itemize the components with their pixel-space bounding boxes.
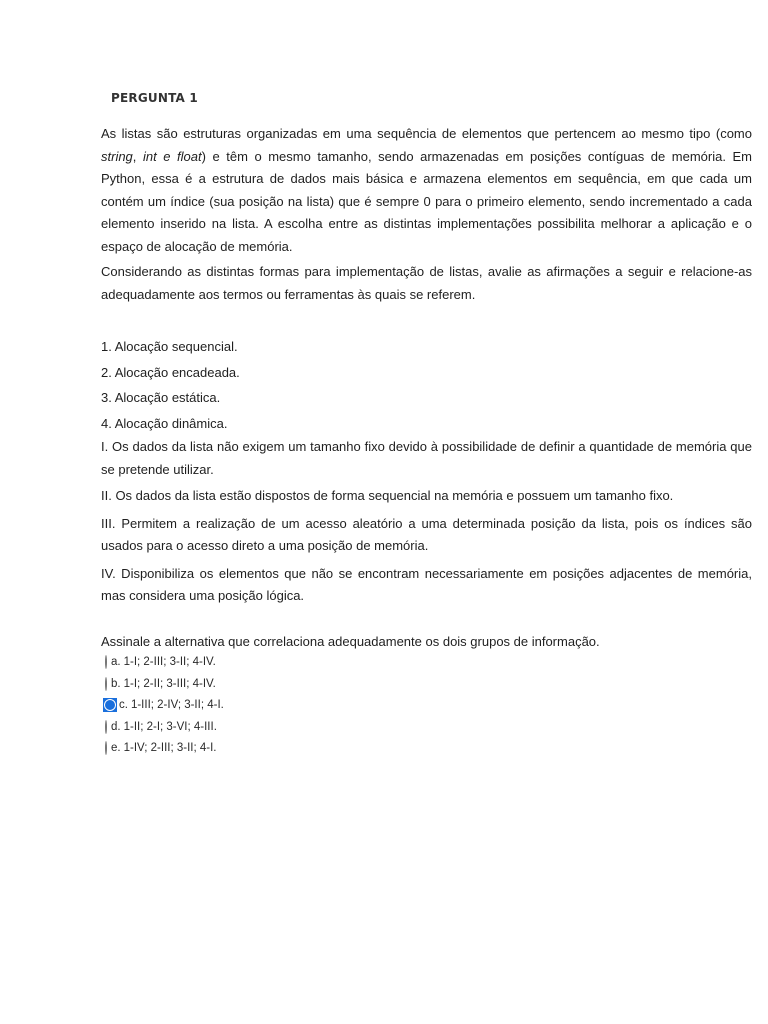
term-item: 1. Alocação sequencial. [101, 339, 238, 354]
statement-item: IV. Disponibiliza os elementos que não se encontram necessariamente em posições adjacentes de memória, mas considera uma posição lógica. [101, 565, 752, 603]
intro-term-float: float [177, 148, 202, 164]
option-e[interactable] [105, 738, 752, 760]
option-d[interactable] [105, 716, 752, 738]
intro-text: , [132, 148, 143, 164]
radio-button-icon[interactable] [104, 699, 116, 711]
intro-text: As listas são estruturas organizadas em uma sequência de elementos que pertencem ao mesmo tipo (como [101, 126, 752, 141]
option-letter: b. [111, 677, 121, 690]
statement-item: III. Permitem a realização de um acesso aleatório a uma determinada posição da lista, pois os índices são usados para o acesso direto a uma posição de memória. [101, 515, 752, 553]
option-text: 1-IV; 2-III; 3-II; 4-I. [123, 742, 217, 755]
option-text: 1-III; 2-IV; 3-II; 4-I. [130, 699, 224, 712]
intro-text: e [156, 148, 178, 164]
option-text: 1-I; 2-III; 3-II; 4-IV. [123, 656, 216, 669]
option-letter: d. [111, 720, 121, 733]
option-a[interactable] [105, 652, 752, 674]
option-letter: e. [111, 742, 121, 755]
option-text: 1-I; 2-II; 3-III; 4-IV. [123, 677, 216, 690]
answer-instruction: Assinale a alternativa que correlaciona adequadamente os dois grupos de informação. [101, 633, 600, 649]
term-item: 2. Alocação encadeada. [101, 364, 240, 380]
option-letter: c. [119, 699, 128, 712]
radio-button-icon[interactable] [105, 655, 107, 669]
question-title: PERGUNTA 1 [111, 91, 198, 105]
radio-button-icon[interactable] [105, 741, 107, 755]
question-content [101, 123, 752, 759]
option-c[interactable] [105, 695, 752, 717]
term-item: 3. Alocação estática. [101, 390, 221, 405]
radio-button-icon[interactable] [105, 720, 107, 734]
answer-options [101, 652, 752, 760]
intro-term-int: int [142, 148, 157, 164]
terms-list [101, 334, 752, 436]
statement-item: II. Os dados da lista estão dispostos de forma sequencial na memória e possuem um tamanho fixo. [101, 488, 674, 503]
intro-text: ) e têm o mesmo tamanho, sendo armazenadas em posições contíguas de memória. Em Python, essa é a estrutura de dados mais básica e armazena elementos em sequência, em que cada um contém um índice (sua posição na lista) que é sempre 0 para o primeiro elemento, sendo incrementado a cada elemento inserido na lista. A escolha entre as distintas implementações possibilita melhorar a aplicação e o espaço de alocação de memória. [101, 148, 752, 254]
radio-button-icon[interactable] [105, 677, 107, 691]
radio-icon-wrap [103, 698, 117, 712]
statement-item: I. Os dados da lista não exigem um tamanho fixo devido à possibilidade de definir a quantidade de memória que se pretende utilizar. [101, 439, 752, 477]
option-text: 1-II; 2-I; 3-VI; 4-III. [123, 720, 217, 733]
term-item: 4. Alocação dinâmica. [101, 415, 228, 431]
statements-list [101, 436, 752, 608]
instruction-paragraph: Considerando as distintas formas para implementação de listas, avalie as afirmações a seguir e relacione-as adequadamente aos termos ou ferramentas às quais se referem. [101, 264, 752, 302]
option-letter: a. [111, 656, 121, 669]
intro-paragraph [101, 123, 752, 258]
option-b[interactable] [105, 673, 752, 695]
intro-term-string: string [101, 148, 133, 164]
